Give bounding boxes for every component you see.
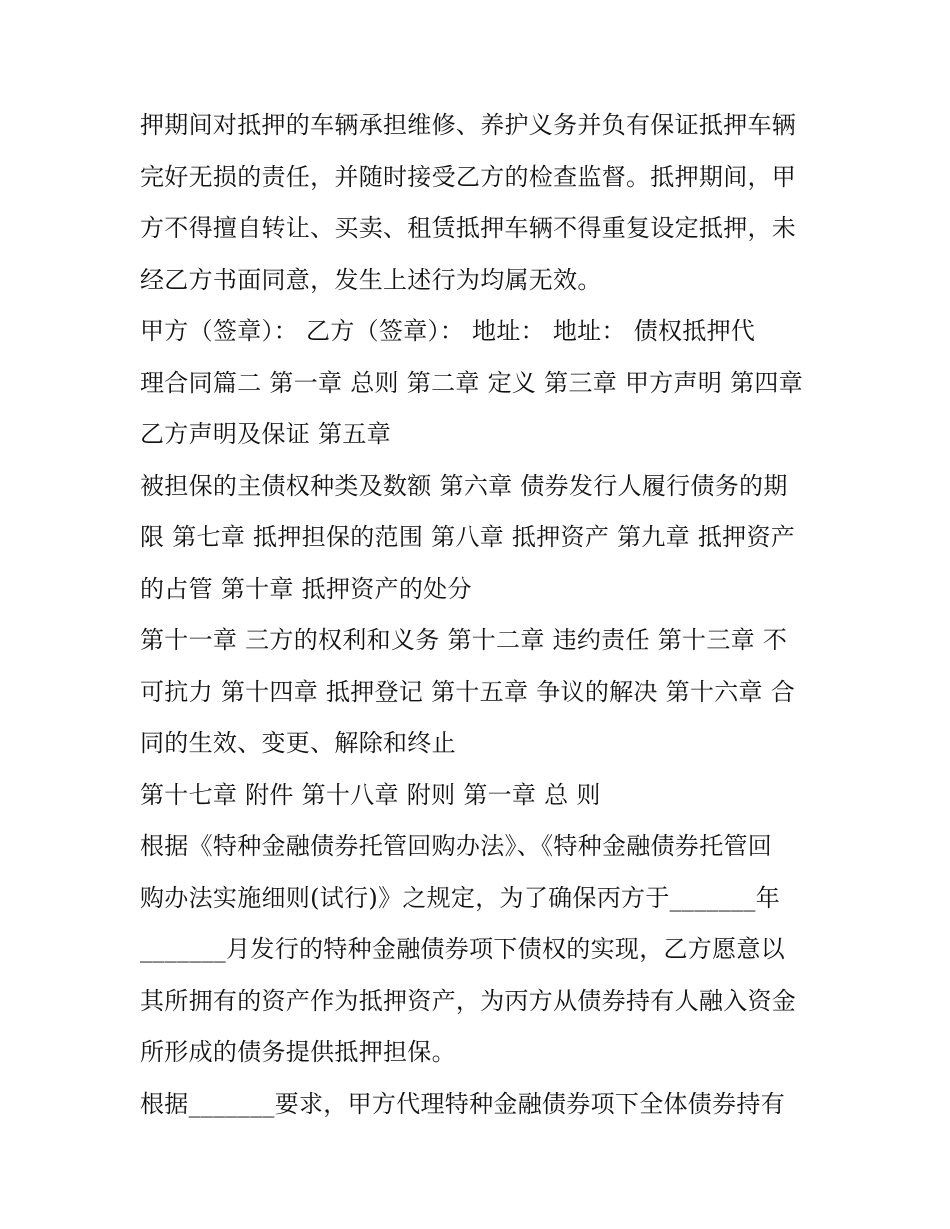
text-line: 第十七章 附件 第十八章 附则 第一章 总 则 <box>140 780 601 809</box>
text-line: 所形成的债务提供抵押担保。 <box>140 1038 456 1066</box>
text-line: 乙方声明及保证 第五章 <box>140 420 391 448</box>
text-line: 根据《特种金融债券托管回购办法》、《特种金融债券托管回 <box>140 832 773 860</box>
text-line: 同的生效、变更、解除和终止 <box>140 729 456 757</box>
text-line: _______月发行的特种金融债券项下债权的实现，乙方愿意以 <box>140 935 785 963</box>
text-line: 可抗力 第十四章 抵押登记 第十五章 争议的解决 第十六章 合 <box>140 677 796 706</box>
text-line: 第十一章 三方的权利和义务 第十二章 违约责任 第十三章 不 <box>140 626 788 654</box>
text-line: 限 第七章 抵押担保的范围 第八章 抵押资产 第九章 抵押资产 <box>140 523 796 551</box>
text-line: 理合同篇二 第一章 总则 第二章 定义 第三章 甲方声明 第四章 <box>140 368 804 397</box>
paragraph-chapters-five-to-ten <box>140 461 820 616</box>
text-line: 押期间对抵押的车辆承担维修、养护义务并负有保证抵押车辆 <box>140 111 797 139</box>
text-line: 其所拥有的资产作为抵押资产，为丙方从债券持有人融入资金 <box>140 986 797 1015</box>
paragraph-legal-basis <box>140 821 820 1079</box>
text-line: 方不得擅自转让、买卖、租赁抵押车辆不得重复设定抵押，未 <box>140 214 797 242</box>
text-line: 经乙方书面同意，发生上述行为均属无效。 <box>140 265 602 294</box>
text-line: 甲方（签章）： 乙方（签章）： 地址： 地址： 债权抵押代 <box>140 317 756 345</box>
text-line: 根据_______要求，甲方代理特种金融债券项下全体债券持有 <box>140 1089 785 1118</box>
paragraph-chapters-eleven-to-sixteen <box>140 615 820 770</box>
text-line: 被担保的主债权种类及数额 第六章 债券发行人履行债务的期 <box>140 471 788 500</box>
paragraph-chapters-seventeen-eighteen <box>140 770 820 822</box>
paragraph-vehicle-mortgage-duties <box>140 100 820 306</box>
text-line: 完好无损的责任，并随时接受乙方的检查监督。抵押期间，甲 <box>140 162 797 191</box>
document-body <box>140 100 820 1130</box>
paragraph-signatures-and-chapters <box>140 306 820 461</box>
paragraph-agency-requirement <box>140 1079 820 1131</box>
text-line: 购办法实施细则(试行)》之规定，为了确保丙方于_______年 <box>140 883 781 912</box>
text-line: 的占管 第十章 抵押资产的处分 <box>140 574 472 603</box>
